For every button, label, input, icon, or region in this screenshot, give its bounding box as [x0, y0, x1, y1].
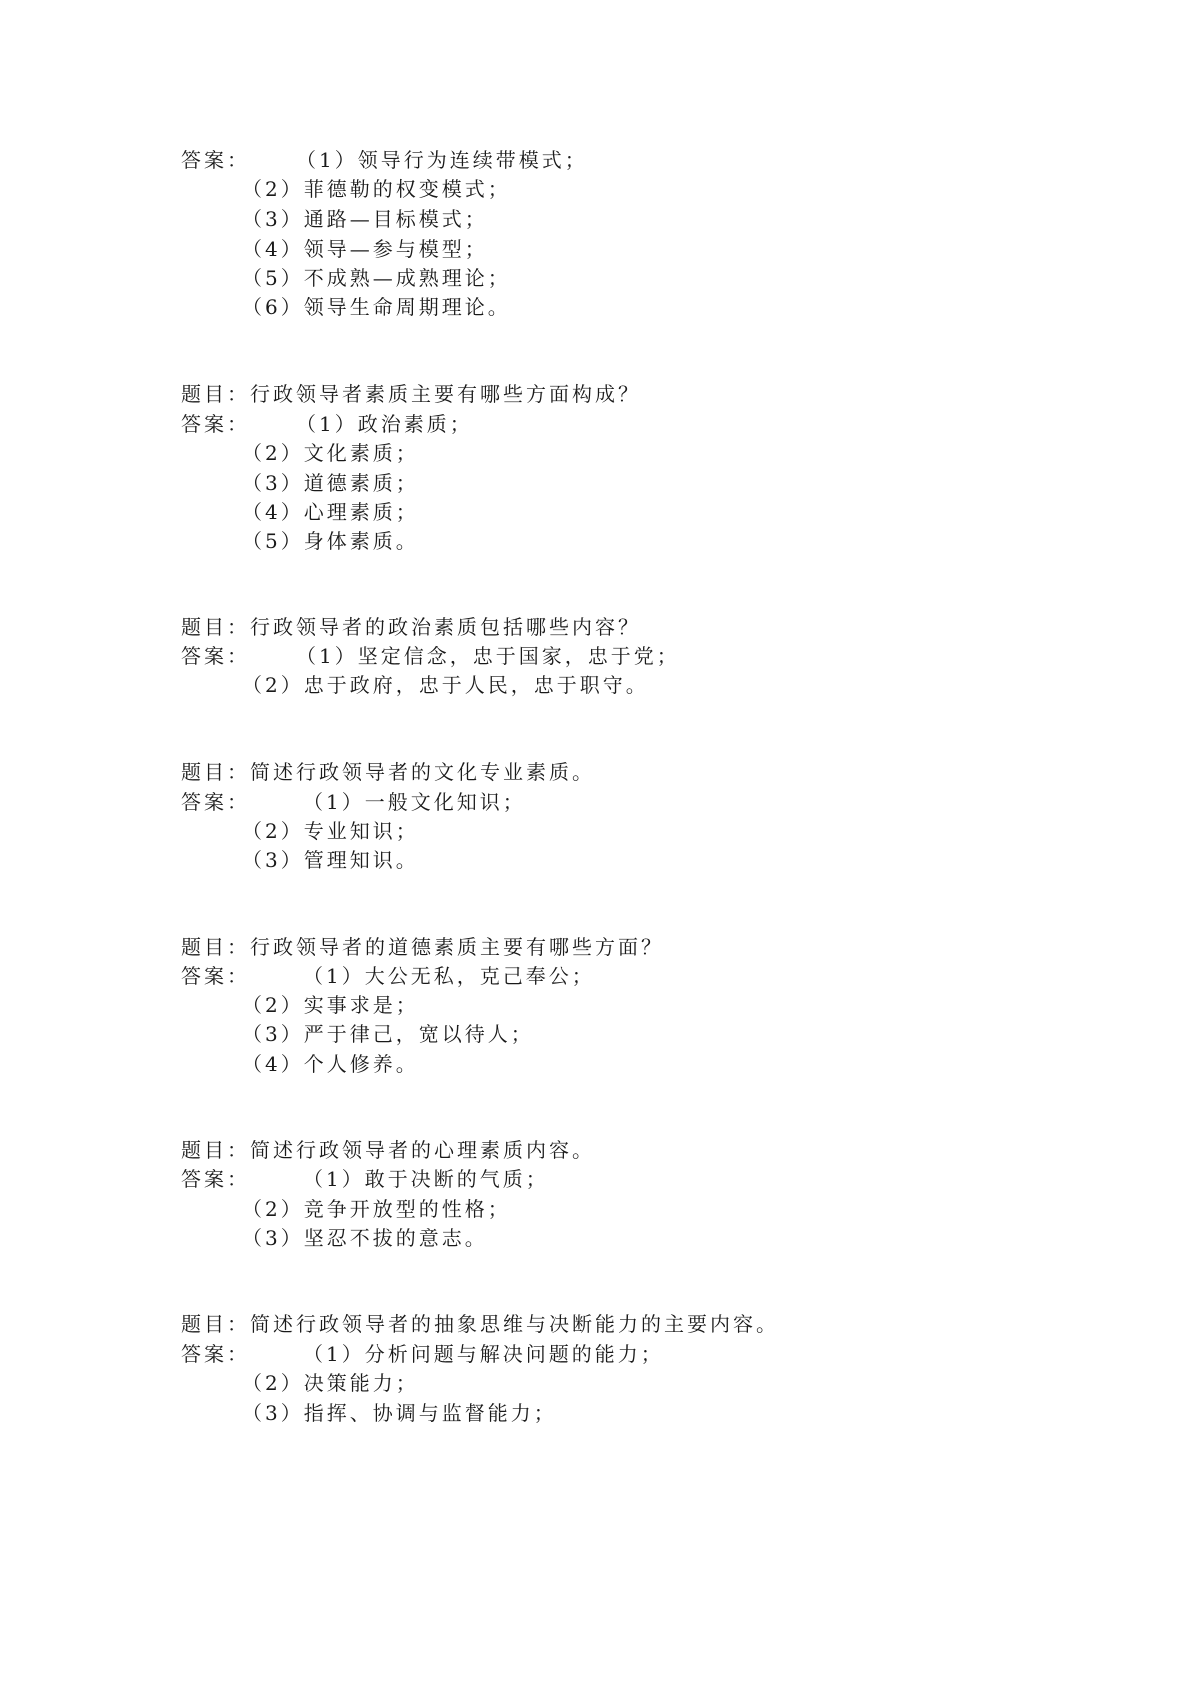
- answer-item: （3）通路—目标模式；: [242, 207, 488, 231]
- answer-label: 答案：: [181, 964, 250, 988]
- answer-item: （4）心理素质；: [242, 500, 419, 524]
- answer-label: 答案：: [181, 644, 250, 668]
- answer-item: （5）身体素质。: [242, 529, 419, 553]
- question-line: 题目：行政领导者的政治素质包括哪些内容？: [181, 615, 641, 639]
- answer-item: （4）个人修养。: [242, 1052, 419, 1076]
- answer-item: （2）菲德勒的权变模式；: [242, 177, 511, 201]
- answer-label: 答案：: [181, 1342, 250, 1366]
- answer-item: （5）不成熟—成熟理论；: [242, 266, 511, 290]
- answer-item: （1）一般文化知识；: [303, 790, 526, 814]
- answer-label: 答案：: [181, 790, 250, 814]
- answer-item: （6）领导生命周期理论。: [242, 295, 511, 319]
- answer-item: （3）管理知识。: [242, 848, 419, 872]
- question-line: 题目：简述行政领导者的文化专业素质。: [181, 760, 595, 784]
- answer-label: 答案：: [181, 412, 250, 436]
- answer-label: 答案：: [181, 148, 250, 172]
- answer-item: （2）实事求是；: [242, 993, 419, 1017]
- question-line: 题目：简述行政领导者的抽象思维与决断能力的主要内容。: [181, 1312, 779, 1336]
- answer-item: （2）文化素质；: [242, 441, 419, 465]
- answer-item: （4）领导—参与模型；: [242, 237, 488, 261]
- answer-item: （1）坚定信念，忠于国家，忠于党；: [296, 644, 680, 668]
- answer-item: （2）专业知识；: [242, 819, 419, 843]
- answer-item: （1）政治素质；: [296, 412, 473, 436]
- answer-item: （1）敢于决断的气质；: [303, 1167, 549, 1191]
- question-line: 题目：行政领导者素质主要有哪些方面构成？: [181, 382, 641, 406]
- answer-item: （1）大公无私，克己奉公；: [303, 964, 595, 988]
- answer-item: （2）忠于政府，忠于人民，忠于职守。: [242, 673, 649, 697]
- answer-item: （1）分析问题与解决问题的能力；: [303, 1342, 664, 1366]
- answer-item: （2）竞争开放型的性格；: [242, 1197, 511, 1221]
- question-line: 题目：简述行政领导者的心理素质内容。: [181, 1138, 595, 1162]
- answer-label: 答案：: [181, 1167, 250, 1191]
- answer-item: （3）严于律己，宽以待人；: [242, 1022, 534, 1046]
- answer-item: （2）决策能力；: [242, 1371, 419, 1395]
- answer-item: （3）坚忍不拔的意志。: [242, 1226, 488, 1250]
- answer-item: （3）指挥、协调与监督能力；: [242, 1401, 557, 1425]
- answer-item: （1）领导行为连续带模式；: [296, 148, 588, 172]
- question-line: 题目：行政领导者的道德素质主要有哪些方面？: [181, 935, 664, 959]
- answer-item: （3）道德素质；: [242, 471, 419, 495]
